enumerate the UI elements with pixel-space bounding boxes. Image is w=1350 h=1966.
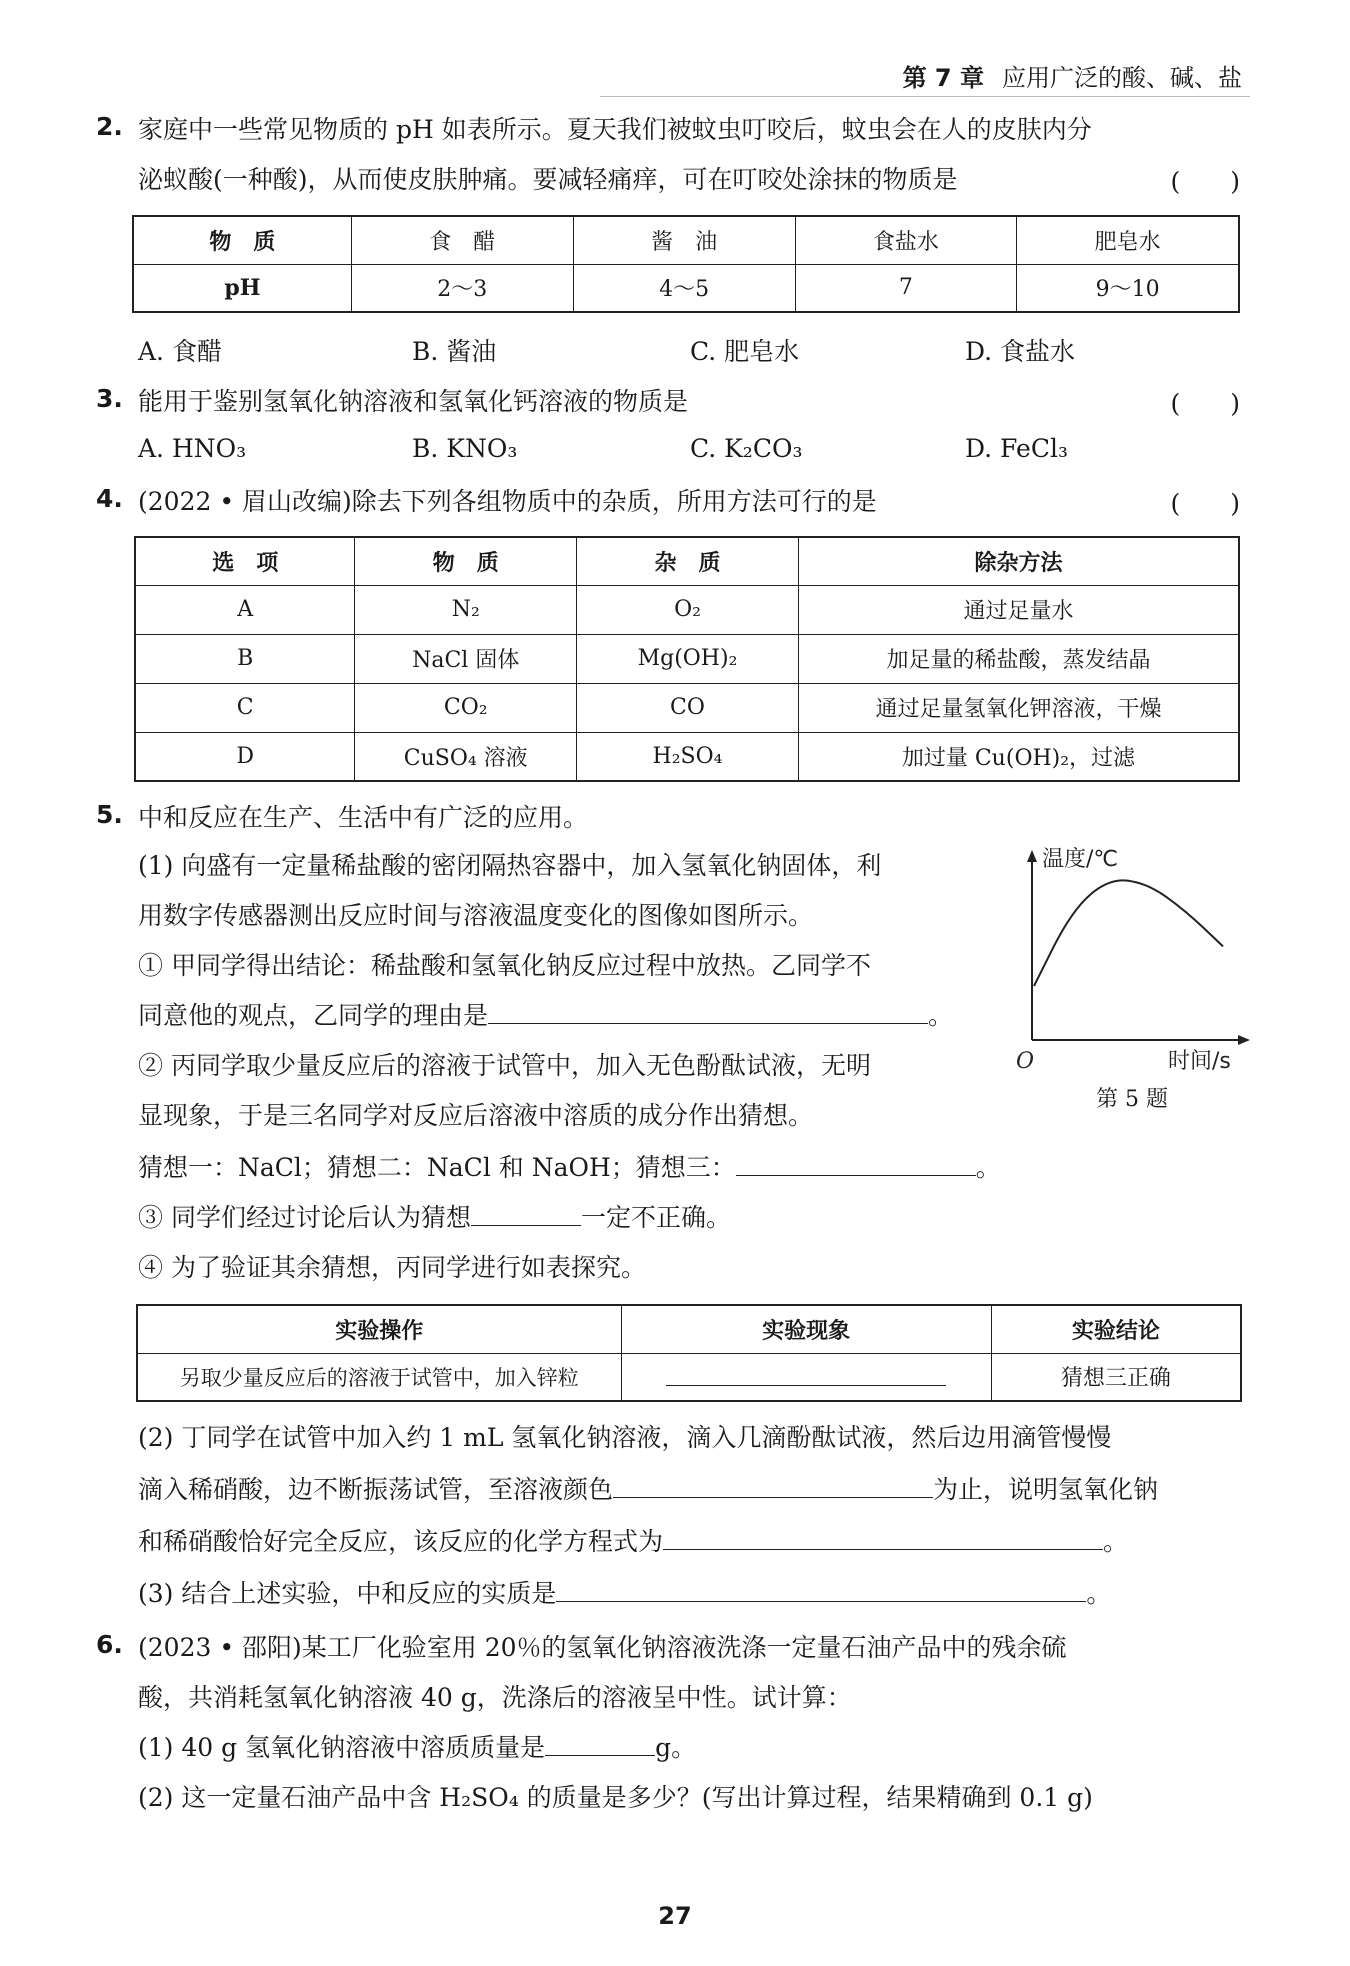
- impurity-table-cell: 加足量的稀盐酸，蒸发结晶: [798, 634, 1239, 683]
- q5-sub1-prompt: 同意他的观点，乙同学的理由是: [138, 1001, 489, 1030]
- impurity-table-cell: 加过量 Cu(OH)₂，过滤: [798, 732, 1239, 781]
- impurity-table-header: 选 项: [135, 537, 355, 585]
- ph-table-header-vinegar: 食 醋: [351, 216, 573, 264]
- q5-part2-line1: (2) 丁同学在试管中加入约 1 mL 氢氧化钠溶液，滴入几滴酚酞试液，然后边用滴管慢慢: [138, 1423, 1112, 1452]
- impurity-table-cell: C: [135, 683, 355, 732]
- q5-part1-line1: (1) 向盛有一定量稀盐酸的密闭隔热容器中，加入氢氧化钠固体，利: [138, 851, 882, 880]
- impurity-table-cell: Mg(OH)₂: [577, 634, 799, 683]
- table-row: [137, 1353, 1241, 1401]
- figure-caption: 第 5 题: [1096, 1087, 1168, 1112]
- q5-part2-line2: [138, 1472, 1250, 1508]
- q5-sub4-line: ④ 为了验证其余猜想，丙同学进行如表探究。: [138, 1253, 646, 1282]
- q3-choice-c[interactable]: C. K₂CO₃: [690, 434, 803, 463]
- question-4-number: 4.: [96, 484, 123, 513]
- experiment-table-cell: 另取少量反应后的溶液于试管中，加入锌粒: [137, 1353, 621, 1401]
- question-3-answer-paren: ( ): [1170, 389, 1240, 418]
- experiment-phenomenon-blank[interactable]: [666, 1361, 946, 1386]
- impurity-table-cell: N₂: [355, 585, 577, 634]
- q5-part3-prompt: (3) 结合上述实验，中和反应的实质是: [138, 1579, 557, 1608]
- q3-choice-d[interactable]: D. FeCl₃: [965, 434, 1068, 463]
- q5-sub3-prompt: ③ 同学们经过讨论后认为猜想: [138, 1203, 471, 1232]
- q2-choice-a[interactable]: A. 食醋: [138, 337, 222, 366]
- q5-guess-text: 猜想一：NaCl；猜想二：NaCl 和 NaOH；猜想三：: [138, 1153, 736, 1182]
- q5-part1-line2: 用数字传感器测出反应时间与溶液温度变化的图像如图所示。: [138, 901, 814, 930]
- question-5-intro: 中和反应在生产、生活中有广泛的应用。: [138, 803, 589, 832]
- chapter-header: [903, 58, 1242, 93]
- q5-part2-prompt: 滴入稀硝酸，边不断振荡试管，至溶液颜色: [138, 1475, 614, 1504]
- q6-sub2-line: (2) 这一定量石油产品中含 H₂SO₄ 的质量是多少？(写出计算过程，结果精确到 0.1 g): [138, 1783, 1093, 1812]
- chapter-number: 第 7 章: [902, 64, 984, 92]
- q5-sub3-suffix: 一定不正确。: [580, 1203, 731, 1232]
- question-3-number: 3.: [96, 384, 123, 413]
- impurity-table-cell: CO: [577, 683, 799, 732]
- impurity-table-cell: 通过足量水: [798, 585, 1239, 634]
- q6-sub1-unit: g。: [655, 1733, 697, 1762]
- question-2-number: 2.: [96, 112, 123, 141]
- chapter-title: 应用广泛的酸、碱、盐: [1002, 64, 1242, 92]
- q5-part3-line: [138, 1576, 1250, 1612]
- ph-table-header-soap: 肥皂水: [1017, 216, 1239, 264]
- q6-sub1-answer-blank[interactable]: [545, 1731, 655, 1756]
- temperature-time-chart: [1016, 847, 1250, 1080]
- q5-guess3-answer-blank[interactable]: [736, 1151, 976, 1176]
- impurity-table-cell: B: [135, 634, 355, 683]
- period: 。: [1103, 1527, 1129, 1556]
- q3-choice-a[interactable]: A. HNO₃: [138, 434, 247, 463]
- q2-choice-c[interactable]: C. 肥皂水: [690, 337, 800, 366]
- q6-sub1-prompt: (1) 40 g 氢氧化钠溶液中溶质质量是: [138, 1733, 546, 1762]
- question-6-number: 6.: [96, 1630, 123, 1659]
- question-2-text-line1: 家庭中一些常见物质的 pH 如表所示。夏天我们被蚊虫叮咬后，蚊虫会在人的皮肤内分: [138, 115, 1092, 144]
- q6-sub1-line: [138, 1730, 1250, 1766]
- impurity-table-header: 物 质: [355, 537, 577, 585]
- y-axis-label: 温度/℃: [1042, 847, 1119, 872]
- experiment-phenomenon-cell: [621, 1353, 991, 1401]
- q5-part3-answer-blank[interactable]: [556, 1577, 1086, 1602]
- q5-sub1-line1: ① 甲同学得出结论：稀盐酸和氢氧化钠反应过程中放热。乙同学不: [138, 951, 871, 980]
- impurity-table-header: 杂 质: [577, 537, 799, 585]
- impurity-table-cell: NaCl 固体: [355, 634, 577, 683]
- q5-part2-line3: [138, 1524, 1250, 1560]
- ph-table-cell: 9～10: [1017, 264, 1239, 312]
- impurity-table-header: 除杂方法: [798, 537, 1239, 585]
- q5-part2-equation-prompt: 和稀硝酸恰好完全反应，该反应的化学方程式为: [138, 1527, 664, 1556]
- x-axis-arrow: [1238, 1035, 1250, 1045]
- q2-choice-d[interactable]: D. 食盐水: [965, 337, 1076, 366]
- origin-label: O: [1016, 1049, 1035, 1074]
- question-3-text: 能用于鉴别氢氧化钠溶液和氢氧化钙溶液的物质是: [138, 387, 689, 416]
- question-2-answer-paren: ( ): [1170, 167, 1240, 196]
- ph-table-header-substance: 物 质: [133, 216, 351, 264]
- experiment-table-header: 实验现象: [621, 1305, 991, 1353]
- q5-sub1-answer-blank[interactable]: [488, 999, 928, 1024]
- q5-sub3-line: [138, 1200, 1250, 1236]
- impurity-table-cell: CuSO₄ 溶液: [355, 732, 577, 781]
- ph-table-header-brine: 食盐水: [795, 216, 1017, 264]
- question-5-number: 5.: [96, 800, 123, 829]
- temperature-curve: [1034, 880, 1223, 986]
- question-2-text-line2: 泌蚁酸(一种酸)，从而使皮肤肿痛。要减轻痛痒，可在叮咬处涂抹的物质是: [138, 165, 958, 194]
- ph-table-row-label: pH: [133, 264, 351, 312]
- q2-choice-b[interactable]: B. 酱油: [412, 337, 497, 366]
- experiment-table: [136, 1304, 1242, 1402]
- question-4-answer-paren: ( ): [1170, 489, 1240, 518]
- q5-part2-equation-blank[interactable]: [663, 1525, 1103, 1550]
- question-6-text-line1: (2023 • 邵阳)某工厂化验室用 20％的氢氧化钠溶液洗涤一定量石油产品中的残余硫: [138, 1633, 1067, 1662]
- q5-part2-color-blank[interactable]: [613, 1473, 933, 1498]
- q5-sub2-line1: ② 丙同学取少量反应后的溶液于试管中，加入无色酚酞试液，无明: [138, 1051, 871, 1080]
- question-6-text-line2: 酸，共消耗氢氧化钠溶液 40 g，洗涤后的溶液呈中性。试计算：: [138, 1683, 852, 1712]
- ph-table-header-soy: 酱 油: [573, 216, 795, 264]
- experiment-table-header: 实验操作: [137, 1305, 621, 1353]
- period: 。: [975, 1153, 1001, 1182]
- q3-choice-b[interactable]: B. KNO₃: [412, 434, 518, 463]
- period: 。: [1086, 1579, 1112, 1608]
- table-row: [135, 732, 1239, 781]
- x-axis-label: 时间/s: [1168, 1049, 1231, 1074]
- q5-sub2-line2: 显现象，于是三名同学对反应后溶液中溶质的成分作出猜想。: [138, 1101, 814, 1130]
- impurity-table-cell: A: [135, 585, 355, 634]
- experiment-table-cell: 猜想三正确: [991, 1353, 1241, 1401]
- impurity-table-cell: D: [135, 732, 355, 781]
- q5-guess-line: [138, 1150, 1250, 1186]
- q5-part2-suffix: 为止，说明氢氧化钠: [933, 1475, 1159, 1504]
- table-row: [135, 634, 1239, 683]
- impurity-table-cell: H₂SO₄: [577, 732, 799, 781]
- page-number: 27: [658, 1902, 692, 1930]
- question-4-text: (2022 • 眉山改编)除去下列各组物质中的杂质，所用方法可行的是: [138, 487, 877, 516]
- impurity-table-cell: O₂: [577, 585, 799, 634]
- table-row: [135, 585, 1239, 634]
- ph-table-cell: 2～3: [351, 264, 573, 312]
- y-axis-arrow: [1027, 850, 1037, 862]
- table-row: [135, 683, 1239, 732]
- impurity-table-cell: CO₂: [355, 683, 577, 732]
- impurity-table: [134, 536, 1240, 782]
- experiment-table-header: 实验结论: [991, 1305, 1241, 1353]
- q5-sub3-answer-blank[interactable]: [471, 1201, 581, 1226]
- period: 。: [928, 1001, 954, 1030]
- header-rule: [600, 96, 1250, 97]
- impurity-table-cell: 通过足量氢氧化钾溶液，干燥: [798, 683, 1239, 732]
- ph-table-cell: 7: [795, 264, 1017, 312]
- ph-table: [132, 215, 1240, 313]
- ph-table-cell: 4～5: [573, 264, 795, 312]
